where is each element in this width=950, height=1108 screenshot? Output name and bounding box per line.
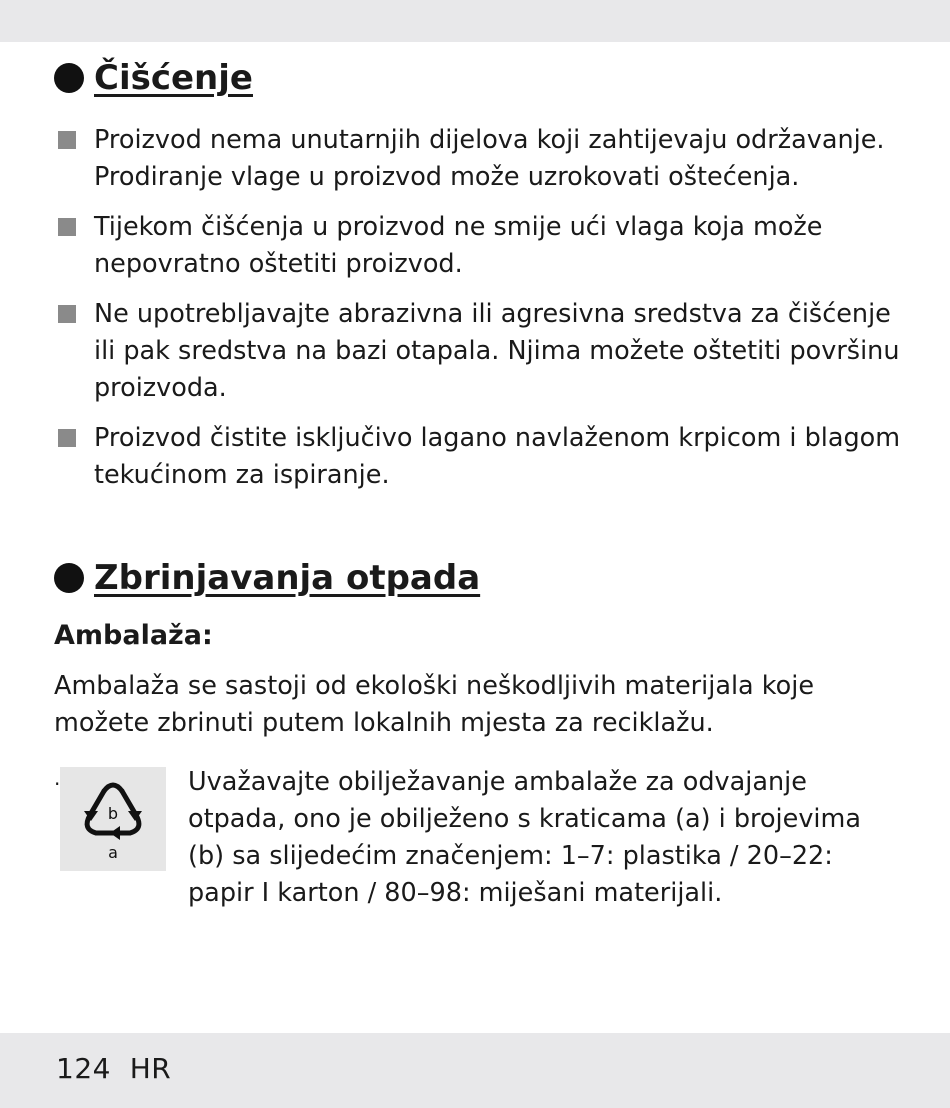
section-heading-disposal (54, 558, 480, 598)
square-bullet-icon (58, 218, 76, 236)
dot-mark: . (54, 766, 61, 790)
bullet-dot-icon (54, 63, 84, 93)
list-item (58, 420, 918, 494)
recycle-label-b: b (107, 804, 119, 823)
packaging-paragraph: Ambalaža se sastoji od ekološki neškodljivih materijala koje možete zbrinuti putem lokalnih mjesta za reciklažu. (54, 671, 815, 738)
recycle-description: Uvažavajte obilježavanje ambalaže za odvajanje otpada, ono je obilježeno s kraticama (a) i brojevima (b) sa slijedećim značenjem: 1–7: plastika / 20–22: papir I karton / 80–98: miješani materijali. (188, 767, 861, 908)
list-item-text: Proizvod čistite isključivo lagano navlaženom krpicom i blagom tekućinom za ispiranje. (94, 423, 901, 490)
top-band (0, 0, 950, 42)
recycle-icon (60, 767, 166, 871)
list-item-text: Tijekom čišćenja u proizvod ne smije ući vlaga koja može nepovratno oštetiti proizvod. (94, 212, 823, 279)
packaging-subheading: Ambalaža: (54, 620, 213, 651)
square-bullet-icon (58, 429, 76, 447)
list-item (58, 209, 918, 283)
list-item-text: Ne upotrebljavajte abrazivna ili agresivna sredstva za čišćenje ili pak sredstva na bazi otapala. Njima možete oštetiti površinu proizvoda. (94, 299, 900, 403)
list-item-text: Proizvod nema unutarnjih dijelova koji zahtijevaju održavanje. Prodiranje vlage u proizvod može uzrokovati oštećenja. (94, 125, 885, 192)
section-title: Čišćenje (94, 58, 253, 98)
recycle-symbol (60, 767, 166, 871)
square-bullet-icon (58, 305, 76, 323)
section-title: Zbrinjavanja otpada (94, 558, 481, 598)
list-item (58, 296, 918, 407)
list-item (58, 122, 918, 196)
recycle-label-a: a (108, 843, 118, 862)
bullet-dot-icon (54, 563, 84, 593)
square-bullet-icon (58, 131, 76, 149)
section-heading-cleaning (54, 58, 253, 98)
page-number: 124 HR (56, 1052, 172, 1085)
cleaning-list (58, 122, 918, 507)
